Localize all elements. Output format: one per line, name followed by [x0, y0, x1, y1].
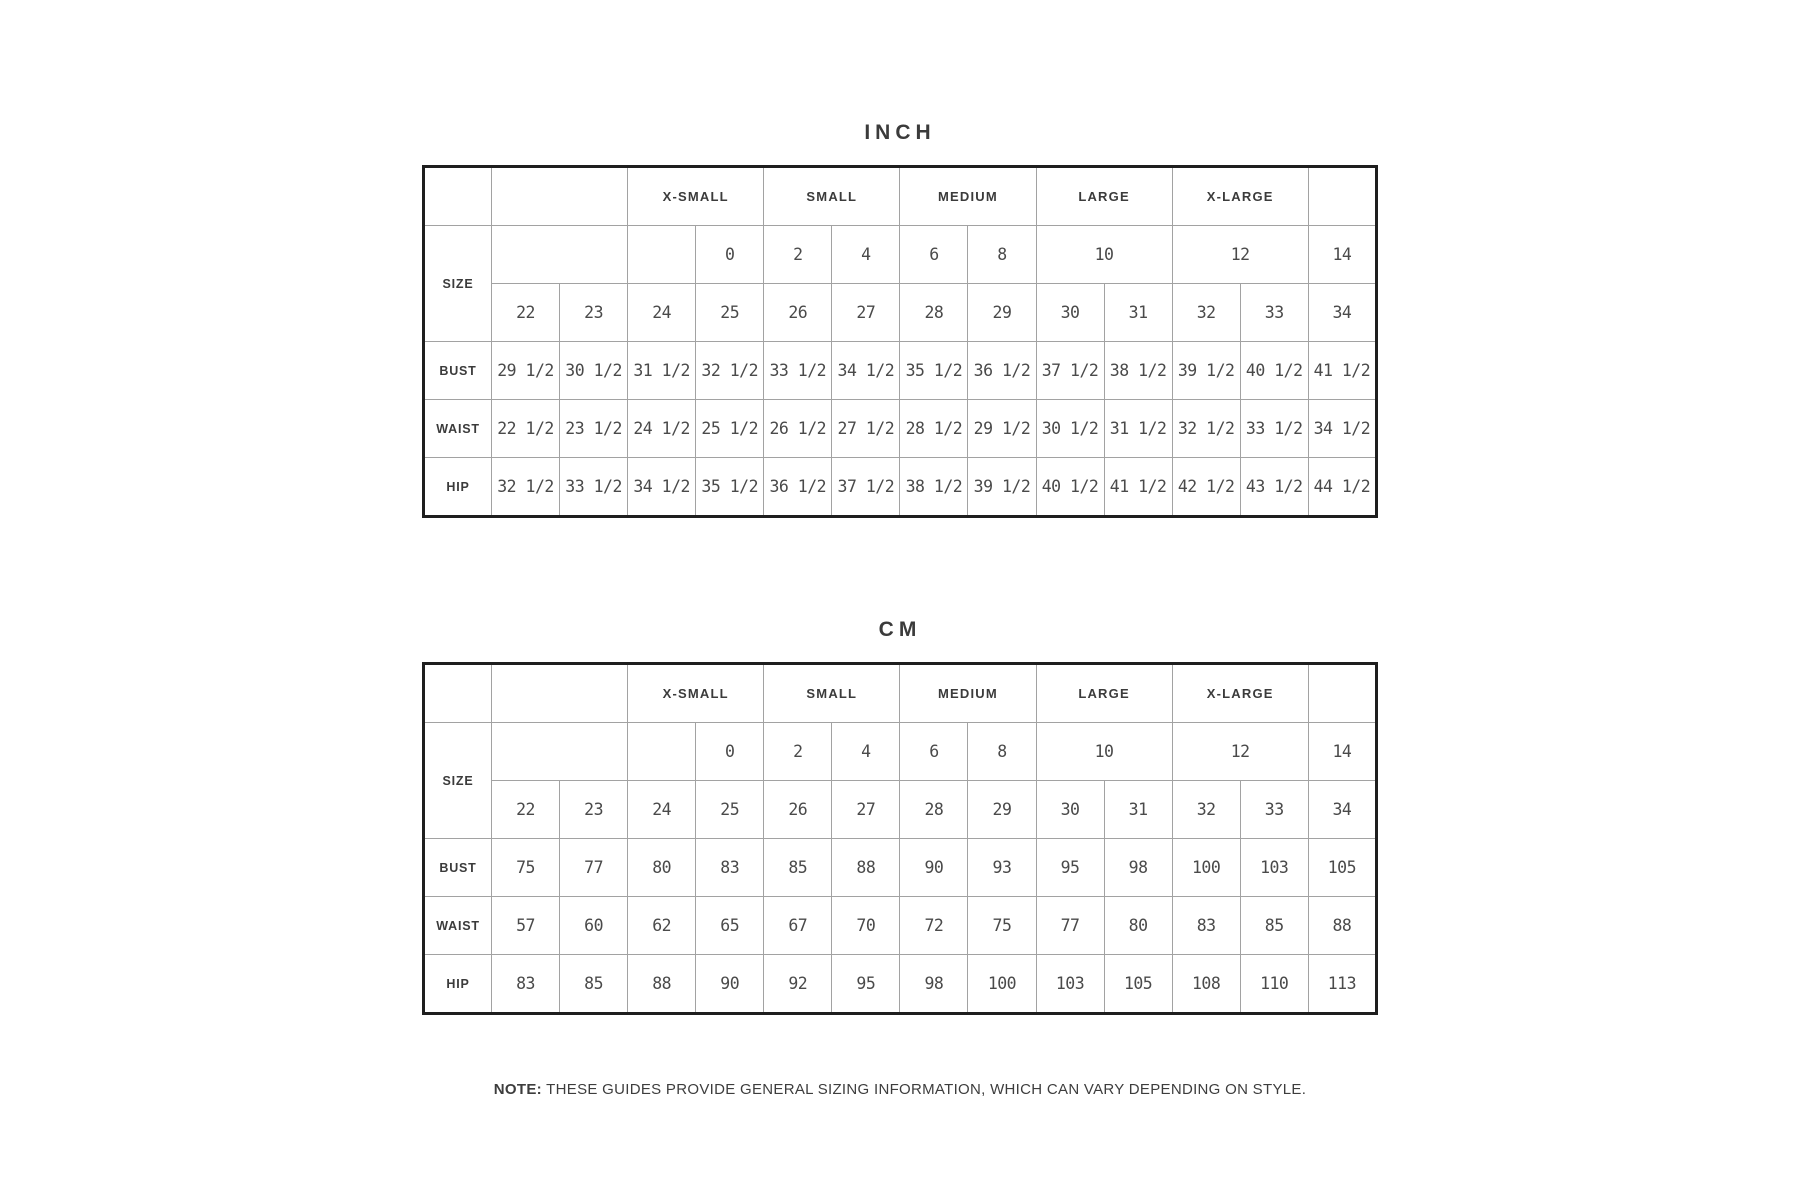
inch-bust-value-23: 30 1/2: [560, 342, 628, 400]
cm-group-header-small: SMALL: [764, 664, 900, 723]
inch-row-label-hip: HIP: [424, 458, 492, 517]
cm-group-header-blank: [492, 664, 628, 723]
inch-hip-value-31: 41 1/2: [1104, 458, 1172, 517]
inch-hip-value-23: 33 1/2: [560, 458, 628, 517]
inch-bust-value-24: 31 1/2: [628, 342, 696, 400]
cm-waist-value-27: 70: [832, 897, 900, 955]
cm-hip-value-32: 108: [1172, 955, 1240, 1014]
cm-table-title: CM: [878, 618, 922, 641]
cm-hip-value-27: 95: [832, 955, 900, 1014]
cm-row-label-hip: HIP: [424, 955, 492, 1014]
inch-size-table-container: [422, 165, 1378, 518]
cm-numeric-size-10: 10: [1036, 723, 1172, 781]
inch-numeric-size-10: 10: [1036, 226, 1172, 284]
cm-size-number-28: 28: [900, 781, 968, 839]
cm-numeric-size-blank: [492, 723, 628, 781]
inch-bust-value-30: 37 1/2: [1036, 342, 1104, 400]
inch-hip-value-29: 39 1/2: [968, 458, 1036, 517]
cm-bust-value-31: 98: [1104, 839, 1172, 897]
inch-row-label-bust: BUST: [424, 342, 492, 400]
inch-size-number-22: 22: [492, 284, 560, 342]
cm-size-number-22: 22: [492, 781, 560, 839]
inch-size-table: [422, 165, 1378, 518]
inch-numeric-size-0: 0: [696, 226, 764, 284]
sizing-note-label: NOTE:: [493, 1081, 542, 1098]
sizing-note: [0, 1081, 1800, 1098]
inch-waist-value-27: 27 1/2: [832, 400, 900, 458]
cm-group-header-blank: [424, 664, 492, 723]
inch-waist-value-22: 22 1/2: [492, 400, 560, 458]
cm-hip-value-24: 88: [628, 955, 696, 1014]
cm-group-header-x-large: X-LARGE: [1172, 664, 1308, 723]
cm-row-label-waist: WAIST: [424, 897, 492, 955]
cm-size-number-26: 26: [764, 781, 832, 839]
cm-numeric-size-2: 2: [764, 723, 832, 781]
inch-hip-value-32: 42 1/2: [1172, 458, 1240, 517]
cm-group-header-large: LARGE: [1036, 664, 1172, 723]
cm-hip-value-34: 113: [1308, 955, 1376, 1014]
inch-size-number-28: 28: [900, 284, 968, 342]
inch-size-number-34: 34: [1308, 284, 1376, 342]
inch-hip-value-26: 36 1/2: [764, 458, 832, 517]
inch-bust-value-32: 39 1/2: [1172, 342, 1240, 400]
inch-group-header-small: SMALL: [764, 167, 900, 226]
cm-size-number-32: 32: [1172, 781, 1240, 839]
inch-row-label-waist: WAIST: [424, 400, 492, 458]
inch-bust-value-28: 35 1/2: [900, 342, 968, 400]
cm-numeric-size-6: 6: [900, 723, 968, 781]
cm-size-number-27: 27: [832, 781, 900, 839]
inch-bust-value-31: 38 1/2: [1104, 342, 1172, 400]
cm-hip-value-22: 83: [492, 955, 560, 1014]
cm-numeric-size-12: 12: [1172, 723, 1308, 781]
inch-size-number-32: 32: [1172, 284, 1240, 342]
cm-row-label-size: SIZE: [424, 723, 492, 839]
inch-hip-value-34: 44 1/2: [1308, 458, 1376, 517]
inch-numeric-size-blank: [628, 226, 696, 284]
inch-size-number-33: 33: [1240, 284, 1308, 342]
inch-waist-value-23: 23 1/2: [560, 400, 628, 458]
cm-waist-value-30: 77: [1036, 897, 1104, 955]
cm-hip-value-23: 85: [560, 955, 628, 1014]
cm-numeric-size-4: 4: [832, 723, 900, 781]
inch-size-number-25: 25: [696, 284, 764, 342]
inch-size-number-31: 31: [1104, 284, 1172, 342]
cm-waist-value-28: 72: [900, 897, 968, 955]
cm-bust-value-22: 75: [492, 839, 560, 897]
inch-waist-value-26: 26 1/2: [764, 400, 832, 458]
inch-hip-value-27: 37 1/2: [832, 458, 900, 517]
cm-group-header-blank: [1308, 664, 1376, 723]
inch-bust-value-33: 40 1/2: [1240, 342, 1308, 400]
cm-bust-value-24: 80: [628, 839, 696, 897]
inch-hip-value-33: 43 1/2: [1240, 458, 1308, 517]
inch-waist-value-28: 28 1/2: [900, 400, 968, 458]
inch-hip-value-30: 40 1/2: [1036, 458, 1104, 517]
cm-bust-value-28: 90: [900, 839, 968, 897]
cm-waist-value-32: 83: [1172, 897, 1240, 955]
inch-waist-value-30: 30 1/2: [1036, 400, 1104, 458]
cm-size-table: [422, 662, 1378, 1015]
cm-size-number-24: 24: [628, 781, 696, 839]
inch-size-number-30: 30: [1036, 284, 1104, 342]
inch-bust-value-26: 33 1/2: [764, 342, 832, 400]
cm-numeric-size-8: 8: [968, 723, 1036, 781]
cm-group-header-x-small: X-SMALL: [628, 664, 764, 723]
cm-numeric-size-0: 0: [696, 723, 764, 781]
cm-size-number-25: 25: [696, 781, 764, 839]
inch-size-number-24: 24: [628, 284, 696, 342]
inch-group-header-blank: [492, 167, 628, 226]
cm-waist-value-29: 75: [968, 897, 1036, 955]
inch-hip-value-28: 38 1/2: [900, 458, 968, 517]
cm-bust-value-25: 83: [696, 839, 764, 897]
inch-group-header-large: LARGE: [1036, 167, 1172, 226]
inch-numeric-size-blank: [492, 226, 628, 284]
inch-bust-value-34: 41 1/2: [1308, 342, 1376, 400]
cm-row-label-bust: BUST: [424, 839, 492, 897]
cm-hip-value-29: 100: [968, 955, 1036, 1014]
inch-waist-value-33: 33 1/2: [1240, 400, 1308, 458]
inch-bust-value-25: 32 1/2: [696, 342, 764, 400]
cm-waist-value-22: 57: [492, 897, 560, 955]
cm-hip-value-28: 98: [900, 955, 968, 1014]
cm-size-number-31: 31: [1104, 781, 1172, 839]
inch-hip-value-22: 32 1/2: [492, 458, 560, 517]
cm-hip-value-31: 105: [1104, 955, 1172, 1014]
inch-numeric-size-8: 8: [968, 226, 1036, 284]
cm-hip-value-33: 110: [1240, 955, 1308, 1014]
inch-waist-value-31: 31 1/2: [1104, 400, 1172, 458]
inch-waist-value-25: 25 1/2: [696, 400, 764, 458]
inch-group-header-blank: [424, 167, 492, 226]
cm-size-number-23: 23: [560, 781, 628, 839]
cm-waist-value-31: 80: [1104, 897, 1172, 955]
inch-size-number-27: 27: [832, 284, 900, 342]
cm-waist-value-24: 62: [628, 897, 696, 955]
inch-size-number-26: 26: [764, 284, 832, 342]
cm-numeric-size-blank: [628, 723, 696, 781]
cm-size-number-34: 34: [1308, 781, 1376, 839]
inch-group-header-x-small: X-SMALL: [628, 167, 764, 226]
inch-size-number-23: 23: [560, 284, 628, 342]
cm-bust-value-33: 103: [1240, 839, 1308, 897]
cm-size-number-30: 30: [1036, 781, 1104, 839]
cm-hip-value-25: 90: [696, 955, 764, 1014]
inch-numeric-size-4: 4: [832, 226, 900, 284]
cm-waist-value-33: 85: [1240, 897, 1308, 955]
cm-bust-value-29: 93: [968, 839, 1036, 897]
cm-numeric-size-14: 14: [1308, 723, 1376, 781]
inch-table-title: INCH: [864, 121, 936, 144]
inch-group-header-x-large: X-LARGE: [1172, 167, 1308, 226]
inch-waist-value-34: 34 1/2: [1308, 400, 1376, 458]
sizing-note-text: THESE GUIDES PROVIDE GENERAL SIZING INFORMATION, WHICH CAN VARY DEPENDING ON STYLE.: [541, 1081, 1307, 1098]
cm-group-header-medium: MEDIUM: [900, 664, 1036, 723]
cm-size-number-33: 33: [1240, 781, 1308, 839]
cm-size-table-container: [422, 662, 1378, 1015]
inch-size-number-29: 29: [968, 284, 1036, 342]
cm-hip-value-26: 92: [764, 955, 832, 1014]
inch-group-header-blank: [1308, 167, 1376, 226]
cm-bust-value-34: 105: [1308, 839, 1376, 897]
cm-waist-value-34: 88: [1308, 897, 1376, 955]
inch-row-label-size: SIZE: [424, 226, 492, 342]
cm-bust-value-23: 77: [560, 839, 628, 897]
cm-bust-value-26: 85: [764, 839, 832, 897]
cm-hip-value-30: 103: [1036, 955, 1104, 1014]
inch-waist-value-24: 24 1/2: [628, 400, 696, 458]
inch-group-header-medium: MEDIUM: [900, 167, 1036, 226]
cm-waist-value-25: 65: [696, 897, 764, 955]
cm-size-number-29: 29: [968, 781, 1036, 839]
cm-waist-value-23: 60: [560, 897, 628, 955]
inch-numeric-size-12: 12: [1172, 226, 1308, 284]
cm-waist-value-26: 67: [764, 897, 832, 955]
inch-hip-value-25: 35 1/2: [696, 458, 764, 517]
cm-bust-value-32: 100: [1172, 839, 1240, 897]
inch-numeric-size-6: 6: [900, 226, 968, 284]
inch-bust-value-29: 36 1/2: [968, 342, 1036, 400]
inch-waist-value-29: 29 1/2: [968, 400, 1036, 458]
inch-bust-value-22: 29 1/2: [492, 342, 560, 400]
inch-bust-value-27: 34 1/2: [832, 342, 900, 400]
cm-bust-value-27: 88: [832, 839, 900, 897]
inch-numeric-size-2: 2: [764, 226, 832, 284]
inch-hip-value-24: 34 1/2: [628, 458, 696, 517]
inch-numeric-size-14: 14: [1308, 226, 1376, 284]
cm-bust-value-30: 95: [1036, 839, 1104, 897]
inch-waist-value-32: 32 1/2: [1172, 400, 1240, 458]
